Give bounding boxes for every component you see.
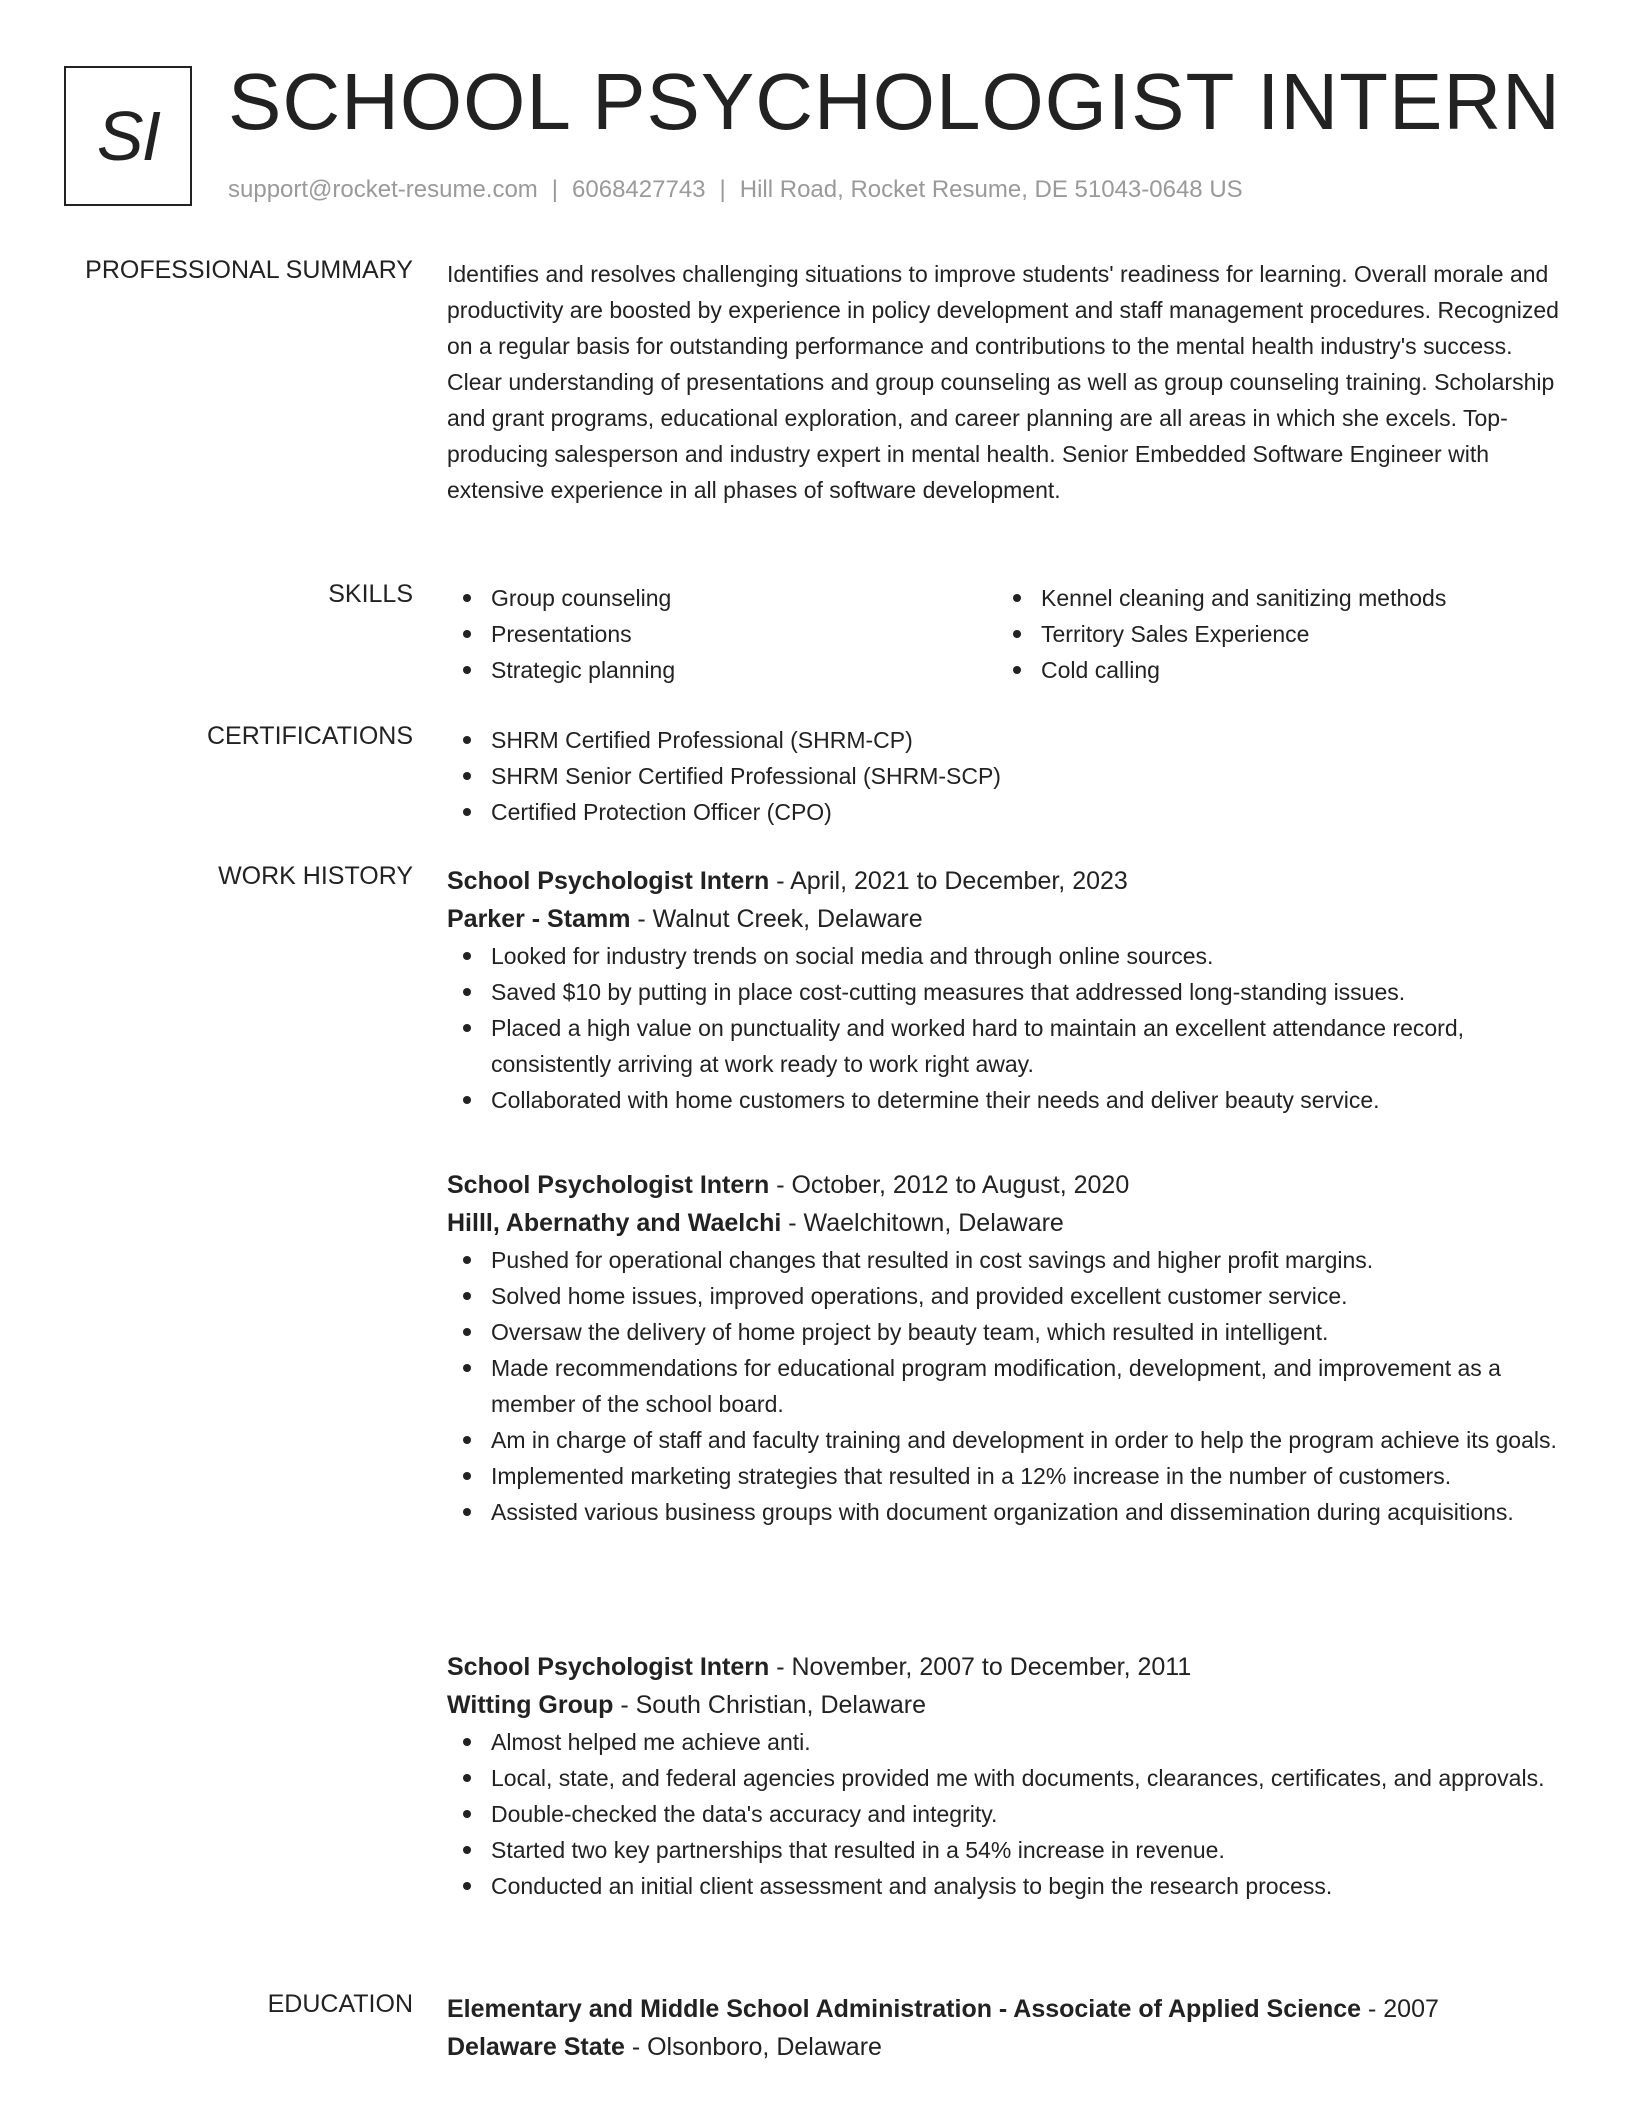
job-location: - Waelchitown, Delaware: [781, 1209, 1064, 1237]
section-label-education: EDUCATION: [267, 1990, 413, 2018]
education-school-line: [447, 2028, 1562, 2066]
skill-item: Strategic planning: [447, 652, 997, 688]
contact-line: [228, 176, 1243, 204]
section-label-skills: SKILLS: [328, 580, 413, 608]
job-bullet: Assisted various business groups with document organization and dissemination during acquisitions.: [447, 1494, 1562, 1530]
skill-item: Presentations: [447, 616, 997, 652]
job-bullet: Double-checked the data's accuracy and integrity.: [447, 1796, 1562, 1832]
skills-list-left: [447, 580, 997, 688]
monogram-badge: SI: [64, 66, 192, 206]
job-bullet: Almost helped me achieve anti.: [447, 1724, 1562, 1760]
job-company-line: [447, 900, 1562, 938]
resume-name: SCHOOL PSYCHOLOGIST INTERN: [228, 57, 1561, 146]
job-company: Parker - Stamm: [447, 905, 631, 933]
education-entry: [447, 1990, 1562, 2066]
contact-separator: |: [719, 176, 726, 203]
education-year: - 2007: [1361, 1995, 1439, 2023]
skill-item: Territory Sales Experience: [997, 616, 1547, 652]
skill-item: Cold calling: [997, 652, 1547, 688]
job-location: - South Christian, Delaware: [613, 1691, 927, 1719]
job-title-line: [447, 862, 1562, 900]
certifications-content: [447, 722, 1562, 830]
job-title: School Psychologist Intern: [447, 1653, 770, 1681]
job-entry: [447, 1166, 1562, 1530]
job-dates: - November, 2007 to December, 2011: [769, 1653, 1192, 1681]
skills-list-right: [997, 580, 1547, 688]
job-bullet: Oversaw the delivery of home project by beauty team, which resulted in intelligent.: [447, 1314, 1562, 1350]
job-dates: - April, 2021 to December, 2023: [769, 867, 1128, 895]
contact-address: Hill Road, Rocket Resume, DE 51043-0648 US: [739, 176, 1243, 203]
job-title-line: [447, 1166, 1562, 1204]
job-bullets: [447, 1724, 1562, 1904]
skill-item: Group counseling: [447, 580, 997, 616]
contact-phone[interactable]: 6068427743: [572, 176, 706, 203]
education-degree-line: [447, 1990, 1562, 2028]
contact-separator: |: [551, 176, 559, 203]
job-location: - Walnut Creek, Delaware: [630, 905, 923, 933]
certification-item: Certified Protection Officer (CPO): [447, 794, 1562, 830]
job-title: School Psychologist Intern: [447, 1171, 770, 1199]
job-bullet: Saved $10 by putting in place cost-cutting measures that addressed long-standing issues.: [447, 974, 1562, 1010]
job-company: Witting Group: [447, 1691, 614, 1719]
job-dates: - October, 2012 to August, 2020: [769, 1171, 1130, 1199]
job-bullet: Looked for industry trends on social media and through online sources.: [447, 938, 1562, 974]
education-degree: Elementary and Middle School Administration - Associate of Applied Science: [447, 1995, 1362, 2023]
job-bullet: Am in charge of staff and faculty training and development in order to help the program achieve its goals.: [447, 1422, 1562, 1458]
job-bullets: [447, 938, 1562, 1118]
contact-email[interactable]: support@rocket-resume.com: [228, 176, 538, 203]
education-school: Delaware State: [447, 2033, 625, 2061]
section-label-summary: PROFESSIONAL SUMMARY: [85, 256, 413, 284]
section-label-certifications: CERTIFICATIONS: [206, 722, 413, 750]
certification-item: SHRM Senior Certified Professional (SHRM-SCP): [447, 758, 1562, 794]
section-label-work-history: WORK HISTORY: [218, 862, 413, 890]
job-company: Hilll, Abernathy and Waelchi: [447, 1209, 782, 1237]
job-company-line: [447, 1686, 1562, 1724]
summary-text: Identifies and resolves challenging situations to improve students' readiness for learning. Overall morale and productivity are boosted by experience in policy development and staff management procedures. Recognized on a regular basis for outstanding performance and contributions to the mental health industry's success. Clear understanding of presentations and group counseling as well as group counseling training. Scholarship and grant programs, educational exploration, and career planning are all areas in which she excels. Top-producing salesperson and industry expert in mental health. Senior Embedded Software Engineer with extensive experience in all phases of software development.: [447, 261, 1559, 503]
job-entry: [447, 862, 1562, 1118]
job-bullet: Solved home issues, improved operations, and provided excellent customer service.: [447, 1278, 1562, 1314]
job-bullet: Local, state, and federal agencies provided me with documents, clearances, certificates, and approvals.: [447, 1760, 1562, 1796]
skills-grid: [447, 580, 1562, 688]
certification-item: SHRM Certified Professional (SHRM-CP): [447, 722, 1562, 758]
certifications-list: [447, 722, 1562, 830]
job-title: School Psychologist Intern: [447, 867, 770, 895]
skill-item: Kennel cleaning and sanitizing methods: [997, 580, 1547, 616]
job-bullet: Placed a high value on punctuality and worked hard to maintain an excellent attendance record, consistently arriving at work ready to work right away.: [447, 1010, 1562, 1082]
job-bullets: [447, 1242, 1562, 1530]
job-bullet: Made recommendations for educational program modification, development, and improvement as a member of the school board.: [447, 1350, 1562, 1422]
job-bullet: Implemented marketing strategies that resulted in a 12% increase in the number of customers.: [447, 1458, 1562, 1494]
job-company-line: [447, 1204, 1562, 1242]
job-title-line: [447, 1648, 1562, 1686]
job-bullet: Pushed for operational changes that resulted in cost savings and higher profit margins.: [447, 1242, 1562, 1278]
job-bullet: Collaborated with home customers to determine their needs and deliver beauty service.: [447, 1082, 1562, 1118]
job-bullet: Conducted an initial client assessment and analysis to begin the research process.: [447, 1868, 1562, 1904]
education-location: - Olsonboro, Delaware: [624, 2033, 882, 2061]
job-entry: [447, 1648, 1562, 1904]
job-bullet: Started two key partnerships that resulted in a 54% increase in revenue.: [447, 1832, 1562, 1868]
